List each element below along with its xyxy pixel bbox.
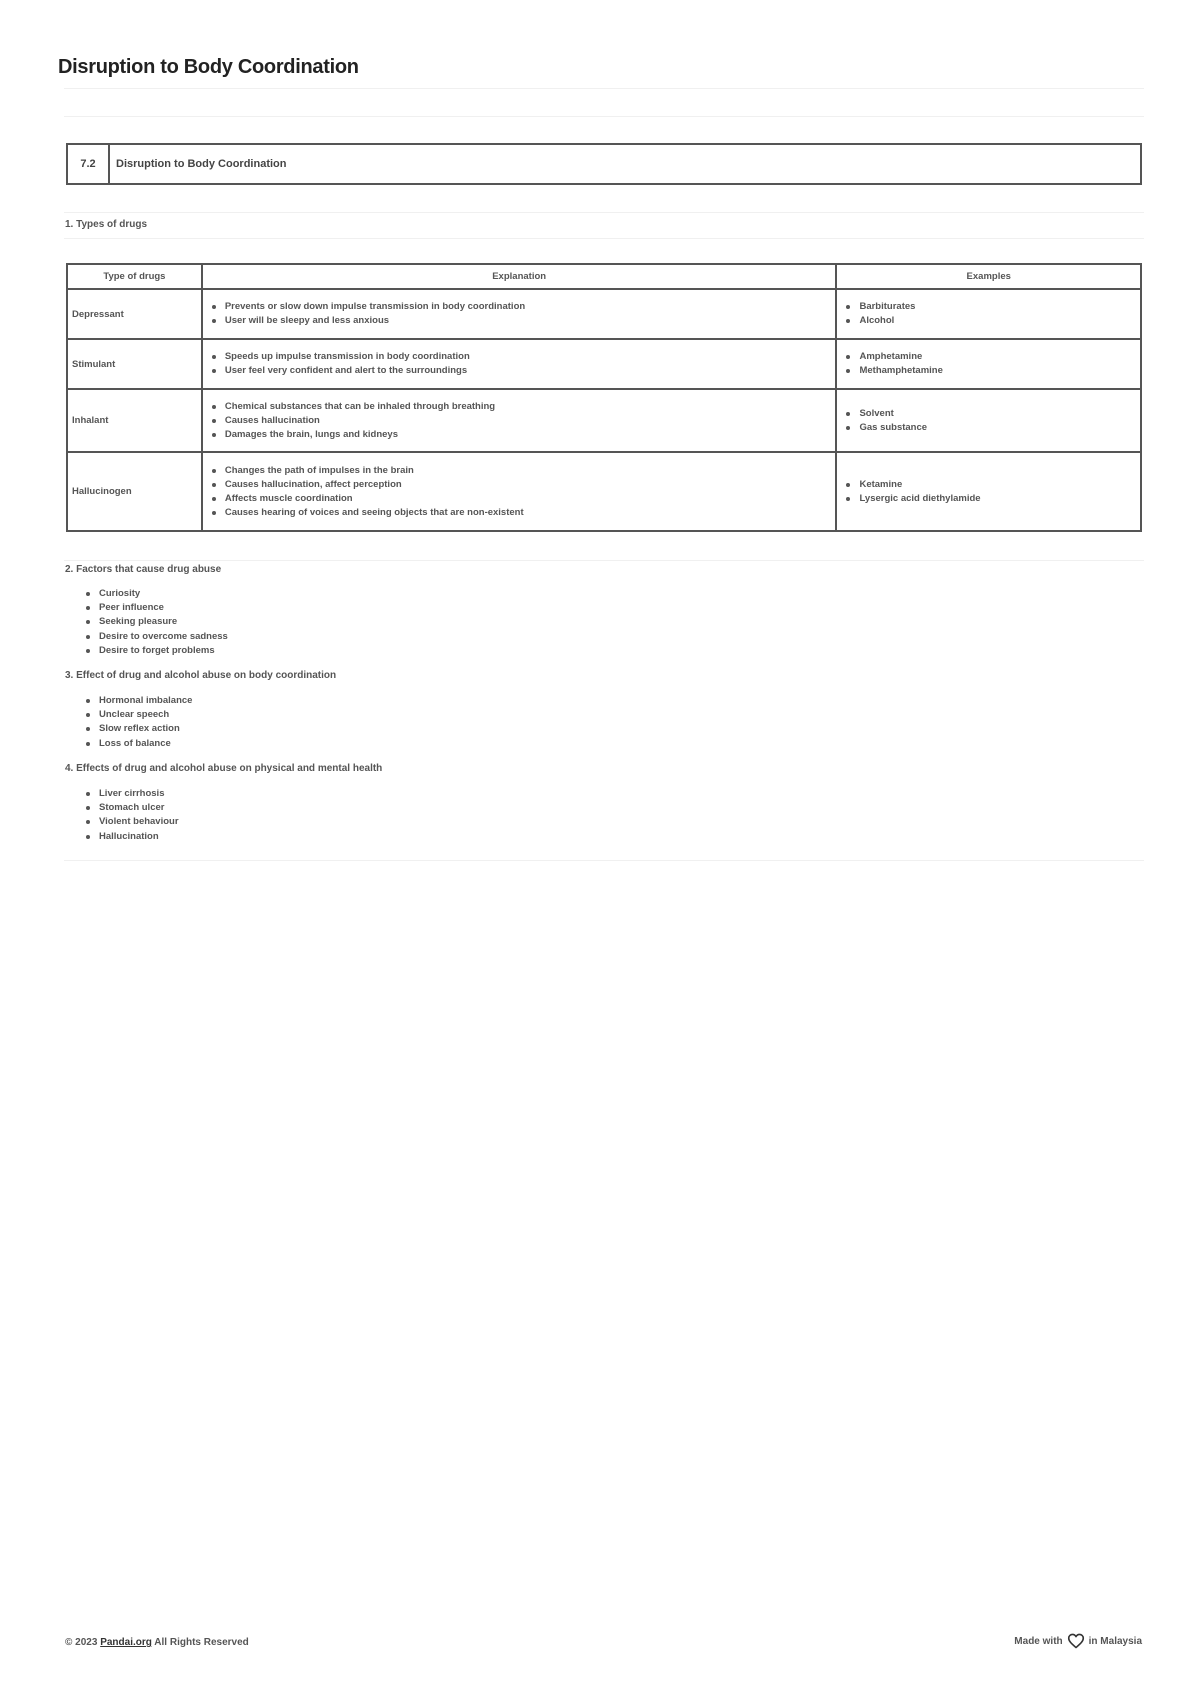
section-title: Disruption to Body Coordination (116, 158, 287, 170)
divider (64, 116, 1144, 117)
table-header-row (67, 264, 1141, 289)
list-item: Chemical substances that can be inhaled through breathing (225, 400, 836, 414)
page-title: Disruption to Body Coordination (58, 56, 359, 78)
drug-type-cell: Stimulant (67, 339, 202, 389)
table-row (67, 389, 1141, 452)
list-item: Solvent (859, 407, 1140, 421)
explanation-cell (202, 339, 837, 389)
explanation-cell (202, 289, 837, 339)
list-item: User feel very confident and alert to the surroundings (225, 364, 836, 378)
drug-type-cell: Hallucinogen (67, 452, 202, 531)
factors-heading: 2. Factors that cause drug abuse (65, 564, 222, 575)
list-item: Barbiturates (859, 300, 1140, 314)
section-header (66, 143, 1142, 185)
types-heading: 1. Types of drugs (65, 219, 148, 230)
rights-text: All Rights Reserved (154, 1637, 249, 1648)
list-item: Damages the brain, lungs and kidneys (225, 428, 836, 442)
examples-cell (836, 339, 1141, 389)
examples-cell (836, 452, 1141, 531)
list-item: Hormonal imbalance (84, 694, 192, 708)
list-item: Changes the path of impulses in the brain (225, 464, 836, 478)
column-header: Type of drugs (67, 264, 202, 289)
list-item: Affects muscle coordination (225, 492, 836, 506)
drug-types-table (66, 263, 1142, 532)
coordination-effects-heading: 3. Effect of drug and alcohol abuse on body coordination (65, 670, 337, 681)
divider (64, 212, 1144, 213)
list-item: Causes hearing of voices and seeing objects that are non-existent (225, 506, 836, 520)
explanation-cell (202, 389, 837, 452)
health-effects-list (84, 787, 179, 844)
list-item: Seeking pleasure (84, 615, 228, 629)
factors-list (84, 587, 228, 658)
table-row (67, 289, 1141, 339)
list-item: Unclear speech (84, 708, 192, 722)
health-effects-heading: 4. Effects of drug and alcohol abuse on physical and mental health (65, 763, 383, 774)
divider (64, 860, 1144, 861)
list-item: Speeds up impulse transmission in body coordination (225, 350, 836, 364)
table-row (67, 339, 1141, 389)
list-item: Methamphetamine (859, 364, 1140, 378)
list-item: Loss of balance (84, 737, 192, 751)
list-item: Alcohol (859, 314, 1140, 328)
list-item: Causes hallucination (225, 414, 836, 428)
list-item: Stomach ulcer (84, 801, 179, 815)
divider (64, 560, 1144, 561)
divider (64, 238, 1144, 239)
table-row (67, 452, 1141, 531)
list-item: Violent behaviour (84, 815, 179, 829)
column-header: Examples (836, 264, 1141, 289)
list-item: Curiosity (84, 587, 228, 601)
list-item: Gas substance (859, 421, 1140, 435)
list-item: Liver cirrhosis (84, 787, 179, 801)
list-item: Hallucination (84, 830, 179, 844)
examples-cell (836, 289, 1141, 339)
heart-icon (1067, 1633, 1085, 1649)
drug-type-cell: Depressant (67, 289, 202, 339)
in-country-text: in Malaysia (1088, 1635, 1142, 1647)
drug-type-cell: Inhalant (67, 389, 202, 452)
made-with-text: Made with (1014, 1635, 1063, 1647)
section-number: 7.2 (68, 145, 110, 183)
copyright-year: © 2023 (65, 1637, 98, 1648)
examples-cell (836, 389, 1141, 452)
footer-made-with (1014, 1633, 1142, 1649)
list-item: Desire to overcome sadness (84, 630, 228, 644)
brand-link[interactable]: Pandai.org (100, 1637, 152, 1648)
list-item: Lysergic acid diethylamide (859, 492, 1140, 506)
list-item: Amphetamine (859, 350, 1140, 364)
list-item: Causes hallucination, affect perception (225, 478, 836, 492)
list-item: Desire to forget problems (84, 644, 228, 658)
column-header: Explanation (202, 264, 837, 289)
footer-copyright (65, 1637, 249, 1648)
list-item: Slow reflex action (84, 722, 192, 736)
list-item: Ketamine (859, 478, 1140, 492)
list-item: Peer influence (84, 601, 228, 615)
explanation-cell (202, 452, 837, 531)
list-item: User will be sleepy and less anxious (225, 314, 836, 328)
list-item: Prevents or slow down impulse transmission in body coordination (225, 300, 836, 314)
coordination-effects-list (84, 694, 192, 751)
divider (64, 88, 1144, 89)
